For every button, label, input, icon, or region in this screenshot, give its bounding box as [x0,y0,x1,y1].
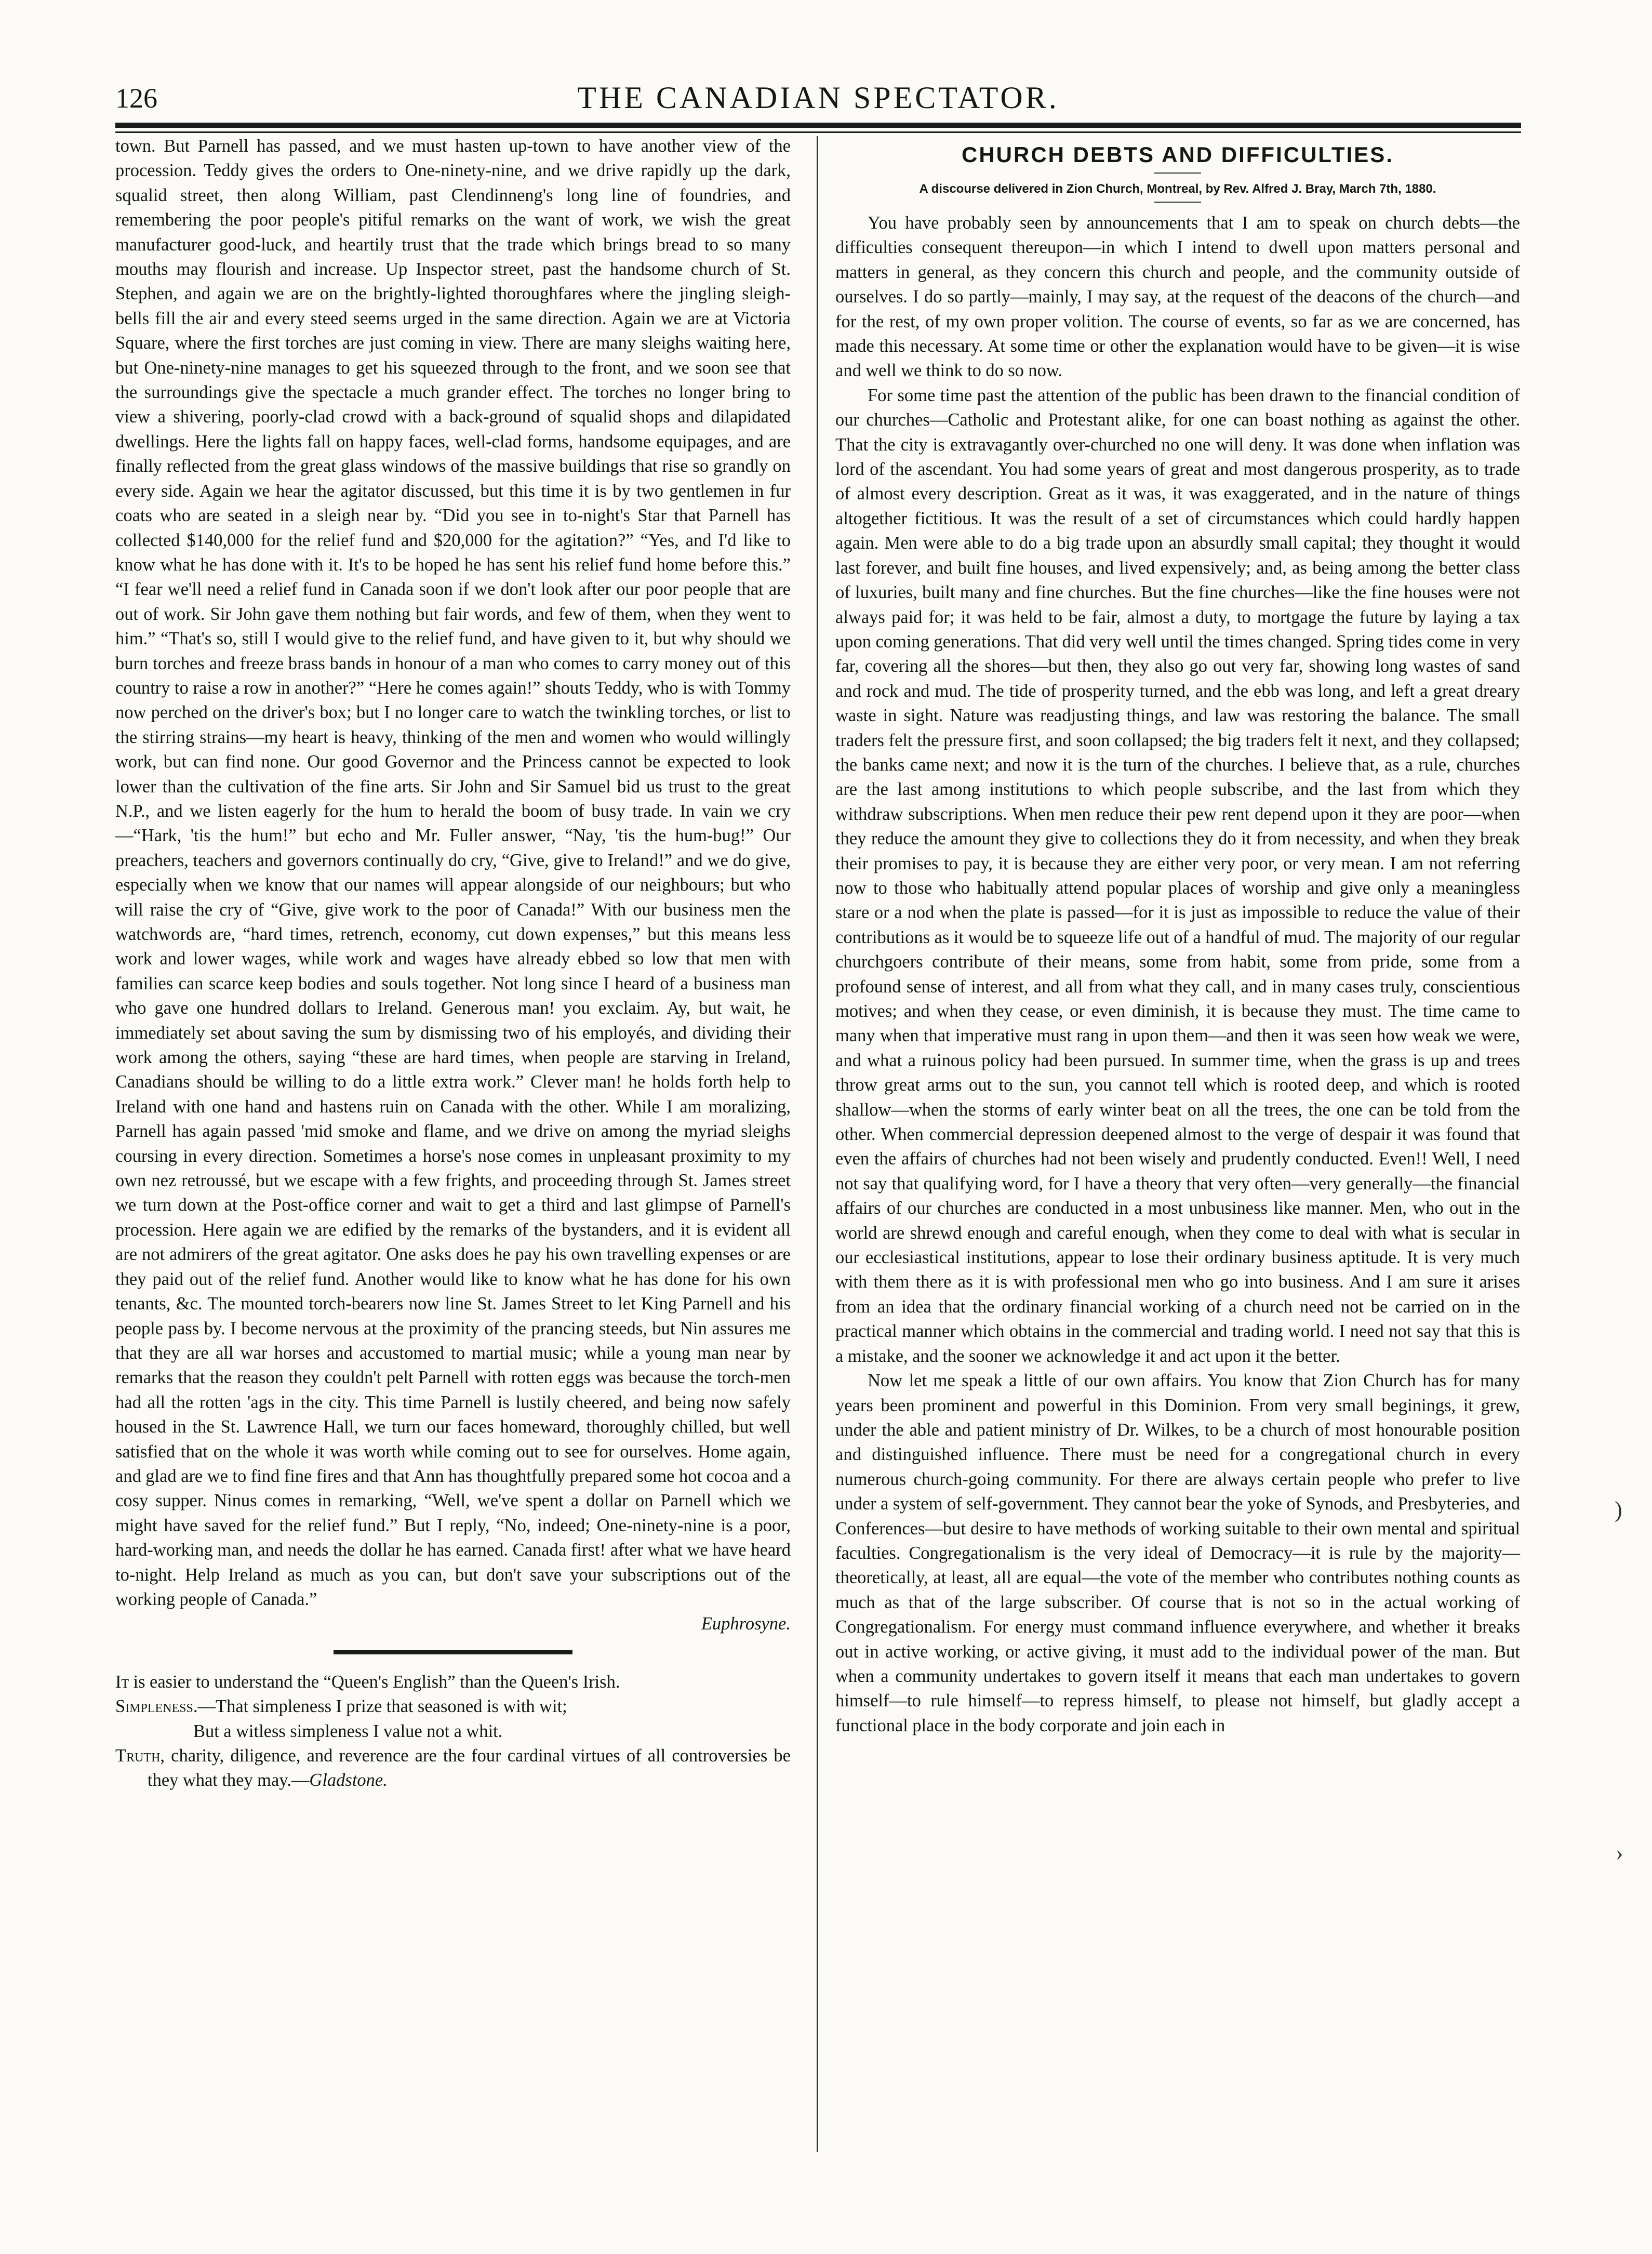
article-subtitle: A discourse delivered in Zion Church, Montreal, by Rev. Alfred J. Bray, March 7th, 1880. [919,182,1436,196]
note-text: —That simpleness I prize that seasoned is with wit; [197,1696,567,1717]
header-rule-thick [115,123,1521,128]
signature-line [115,1612,791,1636]
note-simpleness-line2: But a witless simpleness I value not a whit. [193,1721,503,1741]
note-queens-english [115,1670,791,1694]
header-rule-thin [115,131,1521,133]
page-number: 126 [115,83,157,114]
margin-mark: ) [1615,1497,1622,1522]
article-continuation-text: town. But Parnell has passed, and we must hasten up-town to have another view of the procession. Teddy gives the orders to One-ninety-nine, and we drive rapidly up the dark, squalid street, then along William, past Clendinneng's long line of foundries, and remembering the poor people's pitiful remarks on the want of work, we wish the great manufacturer good-luck, and heartily trust that the trade which brings bread to so many mouths may flourish and increase. Up Inspector street, past the handsome church of St. Stephen, and again we are on the brightly-lighted thoroughfares where the jingling sleigh-bells fill the air and every steed seems urged in the same direction. Again we are at Victoria Square, where the first torches are just coming in view. There are many sleighs waiting here, but One-ninety-nine manages to get his squeezed through to the front, and we soon see that the surroundings give the spectacle a much grander effect. The torches no longer bring to view a shivering, poorly-clad crowd with a back-ground of squalid shops and dilapidated dwellings. Here the lights fall on happy faces, well-clad forms, handsome equipages, and are finally reflected from the great glass windows of the massive buildings that rise so grandly on every side. Again we hear the agitator discussed, but this time it is by two gentlemen in fur coats who are seated in a sleigh near by. “Did you see in to-night's Star that Parnell has collected $140,000 for the relief fund and $20,000 for the agitation?” “Yes, and I'd like to know what he has done with it. It's to be hoped he has sent his relief fund home before this.” “I fear we'll need a relief fund in Canada soon if we don't look after our poor people that are out of work. Sir John gave them nothing but fair words, and few of them, when they went to him.” “That's so, still I would give to the relief fund, and have given to it, but why should we burn torches and freeze brass bands in honour of a man who comes to carry money out of this country to raise a row in another?” “Here he comes again!” shouts Teddy, who is with Tommy now perched on the driver's box; but I no longer care to watch the twinkling torches, or list to the stirring strains—my heart is heavy, thinking of the men and women who would willingly work, but can find none. Our good Governor and the Princess cannot be expected to look lower than the cultivation of the fine arts. Sir John and Sir Samuel bid us trust to the great N.P., and we listen eagerly for the hum to herald the boom of busy trade. In vain we cry—“Hark, 'tis the hum!” but echo and Mr. Fuller answer, “Nay, 'tis the hum-bug!” Our preachers, teachers and governors continually do cry, “Give, give to Ireland!” and we do give, especially when we know that our names will appear alongside of our neighbours; but who will raise the cry of “Give, give work to the poor of Canada!” With our business men the watchwords are, “hard times, retrench, economy, cut down expenses,” but this means less work and lower wages, while work and wages have already ebbed so low that men with families can scarce keep bodies and souls together. Not long since I heard of a business man who gave one hundred dollars to Ireland. Generous man! you exclaim. Ay, but wait, he immediately set about saving the sum by dismissing two of his employés, and dividing their work among the others, saying “these are hard times, when people are starving in Ireland, Canadians should be willing to do a little extra work.” Clever man! he holds forth help to Ireland with one hand and hastens ruin on Canada with the other. While I am moralizing, Parnell has again passed 'mid smoke and flame, and we drive on among the myriad sleighs coursing in every direction. Sometimes a horse's nose comes in unpleasant proximity to my own nez retroussé, but we escape with a few frights, and proceeding through St. James street we turn down at the Post-office corner and wait to get a third and last glimpse of Parnell's procession. Here again we are edified by the remarks of the bystanders, and it is evident all are not admirers of the great agitator. One asks does he pay his own travelling expenses or are they paid out of the relief fund. Another would like to know what he has done for his own tenants, &c. The mounted torch-bearers now line St. James Street to let King Parnell and his people pass by. I become nervous at the proximity of the prancing steeds, but Nin assures me that they are all war horses and accustomed to martial music; while a young man near by remarks that the reason they couldn't pelt Parnell with rotten eggs was because the torch-men had all the rotten 'ags in the city. This time Parnell is lustily cheered, and being now safely housed in the St. Lawrence Hall, we turn our faces homeward, thoroughly chilled, but well satisfied that on the whole it was worth while coming out to see for ourselves. Home again, and glad are we to find fine fires and that Ann has thoughtfully prepared some hot cocoa and a cosy supper. Ninus comes in remarking, “Well, we've spent a dollar on Parnell which we might have saved for the relief fund.” But I reply, “No, indeed; One-ninety-nine is a poor, hard-working man, and needs the dollar he has earned. Canada first! after what we have heard to-night. Help Ireland as much as you can, but don't save your subscriptions out of the working people of Canada.” [115,136,791,1609]
right-column [835,134,1520,1738]
subtitle-rule [1154,202,1201,203]
note-simpleness [115,1694,791,1719]
left-column [115,134,791,1793]
note-lead: It [115,1672,129,1692]
article-paragraph: Now let me speak a little of our own affairs. You know that Zion Church has for many years been prominent and powerful in this Dominion. From very small beginings, it grew, under the able and patient ministry of Dr. Wilkes, to be a church of most honourable position and distinguished influence. There must be need for a congregational church in every numerous church-going community. For there are always certain people who prefer to live under a system of self-government. They cannot bear the yoke of Synods, and Presbyteries, and Conferences—but desire to have methods of working suitable to their own mental and spiritual faculties. Congregationalism is the very ideal of Democracy—it is rule by the majority—theoretically, at least, all are equal—the vote of the member who contributes nothing counts as much as that of the large subscriber. Of course that is not so in the actual working of Congregationalism. For energy must command influence everywhere, and whether it breaks out in active working, or active giving, it must add to the individual power of the man. But when a community undertakes to govern itself it means that each man undertakes to govern himself—to rule himself—to repress himself, to please not himself, but gladly accept a functional place in the body corporate and join each in [835,1371,1520,1735]
note-text: charity, diligence, and reverence are the four cardinal virtues of all controversies be they what they may.— [148,1746,791,1791]
title-rule [1154,173,1201,174]
note-text: is easier to understand the “Queen's English” than the Queen's Irish. [133,1672,620,1692]
note-lead: Simpleness. [115,1696,198,1717]
section-divider [334,1650,572,1654]
article-paragraph: For some time past the attention of the public has been drawn to the financial condition of our churches—Catholic and Protestant alike, for one can boast nothing as against the other. That the city is extravagantly over-churched no one will deny. It was done when inflation was lord of the ascendant. You had some years of great and most dangerous prosperity, as to trade of almost every description. Great as it was, it was exaggerated, and in the nature of things altogether fictitious. It was the result of a set of circumstances which could hardly happen again. Men were able to do a big trade upon an absurdly small capital; they thought it would last forever, and built fine houses, and lived expensively; and, as being among the better class of luxuries, built many and fine churches. But the fine churches—like the fine houses were not always paid for; it was held to be fair, almost a duty, to mortgage the future by laying a tax upon coming generations. That did very well until the times changed. Spring tides come in very far, covering all the shores—but then, they also go out very far, showing long wastes of sand and rock and mud. The tide of prosperity turned, and the ebb was long, and left a great dreary waste in sight. Nature was readjusting things, and law was restoring the balance. The small traders felt the pressure first, and soon collapsed; the big traders felt it next, and they collapsed; the banks came next; and now it is the turn of the churches. I believe that, as a rule, churches are the last among institutions to which people subscribe, and the last from which they withdraw subscriptions. When men reduce their pew rent depend upon it they are poor—when they reduce the amount they give to collections they do it from necessity, and when they break their promises to pay, it is because they are either very poor, or very mean. I am not referring now to those who habitually attend popular places of worship and give only a meaningless stare or a nod when the plate is passed—for it is just as impossible to reduce the value of their contributions as it would be to squeeze life out of a handful of mud. The majority of our regular churchgoers contribute of their means, some from habit, some from pride, some from a profound sense of interest, and all from what they call, and in many cases truly, conscientious motives; and when they cease, or even diminish, it is because they must. The time came to many when that imperative must rang in upon them—and then it was seen how weak we were, and what a ruinous policy had been pursued. In summer time, when the grass is up and trees throw great arms out to the sun, you cannot tell which is rooted deep, and which is rooted shallow—when the storms of early winter beat on all the trees, the one can be told from the other. When commercial depression deepened almost to the verge of despair it was found that even the affairs of churches had not been wisely and prudently conducted. Even!! Well, I need not say that qualifying word, for I have a theory that very often—very generally—the financial affairs of our churches are conducted in a most unbusiness like manner. Men, who out in the world are shrewd enough and careful enough, when they come to deal with what is secular in our ecclesiastical institutions, appear to lose their ordinary business aptitude. It is very much with them there as it is with professional men who go into business. And I am sure it arises from an idea that the ordinary financial working of a church need not be carried on in the practical manner which obtains in the commercial and trading world. I need not say that this is a mistake, and the sooner we acknowledge it and act upon it the better. [835,385,1520,1366]
note-source: Gladstone. [309,1770,388,1791]
article-title: CHURCH DEBTS AND DIFFICULTIES. [962,142,1394,167]
margin-mark: › [1616,1840,1623,1865]
author-signature: Euphrosyne. [701,1614,791,1634]
column-divider [817,136,818,2152]
note-lead: Truth, [115,1746,165,1766]
note-truth [115,1744,791,1793]
masthead-title: THE CANADIAN SPECTATOR. [577,81,1059,115]
article-paragraph: You have probably seen by announcements that I am to speak on church debts—the difficulties consequent thereupon—in which I intend to dwell upon matters personal and matters in general, as they concern this church and people, and the community outside of ourselves. I do so partly—mainly, I may say, at the request of the deacons of the church—and for the rest, of my own proper volition. The course of events, so far as we are concerned, has made this necessary. At some time or other the explanation would have to be given—it is wise and well we think to do so now. [835,213,1520,381]
page-header [115,78,1521,120]
